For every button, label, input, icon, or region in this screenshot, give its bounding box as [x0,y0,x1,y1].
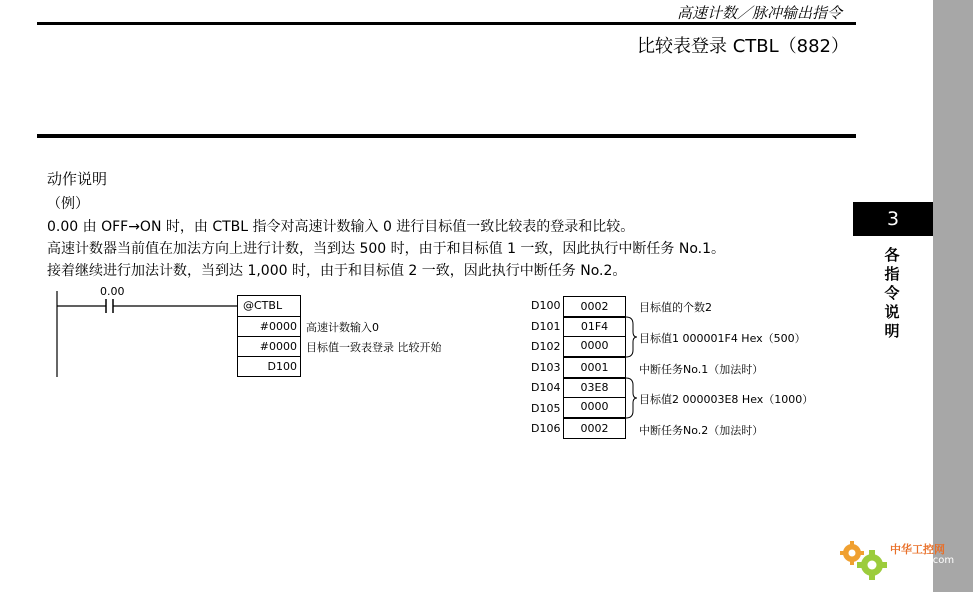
instruction-name: @CTBL [243,299,283,312]
watermark-name: 中华工控网 [890,543,945,556]
table-value-cell: 0002 [563,418,626,439]
description-line-2: 高速计数器当前值在加法方向上进行计数，当到达 500 时，由于和目标值 1 一致，因此执行中断任务 No.1。 [47,241,726,257]
chapter-vertical-label [882,246,902,341]
note-task1: 中断任务No.1（加法时） [639,363,764,376]
vertical-char: 指 [884,265,900,283]
vertical-char: 说 [884,303,900,321]
table-value-cell: 0000 [563,398,626,418]
table-addr: D101 [531,320,561,333]
example-label: （例） [47,196,89,212]
table-value-cell: 0001 [563,357,626,378]
operand-2: #0000 [259,340,297,353]
gear-logo-icon [838,535,890,585]
side-gray-bar [933,0,973,592]
page-title: 比较表登录 CTBL（882） [636,36,849,57]
operand-2-comment: 目标值一致表登录 比较开始 [306,341,442,354]
table-addr: D102 [531,340,561,353]
operand-1: #0000 [259,320,297,333]
contact-label: 0.00 [100,285,125,298]
operand-1-comment: 高速计数输入0 [306,321,379,334]
vertical-char: 令 [884,284,900,302]
section-title: 动作说明 [47,170,108,188]
description-line-1: 0.00 由 OFF→ON 时，由 CTBL 指令对高速计数输入 0 进行目标值一致比较表的登录和比较。 [47,219,635,235]
table-brackets [624,312,638,442]
table-addr: D104 [531,381,561,394]
note-count: 目标值的个数2 [639,301,712,314]
table-value-cell: 0002 [563,296,626,317]
table-addr: D100 [531,299,561,312]
table-value-cell: 01F4 [563,317,626,337]
table-value-cell: 0000 [563,337,626,357]
note-task2: 中断任务No.2（加法时） [639,424,764,437]
table-addr: D103 [531,361,561,374]
note-target2: 目标值2 000003E8 Hex（1000） [639,393,814,406]
table-value-cell: 03E8 [563,378,626,398]
vertical-char: 各 [884,246,900,264]
instruction-block [237,295,301,377]
chapter-tab[interactable]: 3 [853,202,933,236]
header-category: 高速计数／脉冲输出指令 [676,4,842,22]
table-addr: D106 [531,422,561,435]
vertical-char: 明 [884,322,900,340]
note-target1: 目标值1 000001F4 Hex（500） [639,332,806,345]
description-line-3: 接着继续进行加法计数，当到达 1,000 时，由于和目标值 2 一致，因此执行中断任务 No.2。 [47,263,627,279]
operand-3: D100 [267,360,297,373]
watermark-domain: gkong.com [899,555,955,566]
table-addr: D105 [531,402,561,415]
